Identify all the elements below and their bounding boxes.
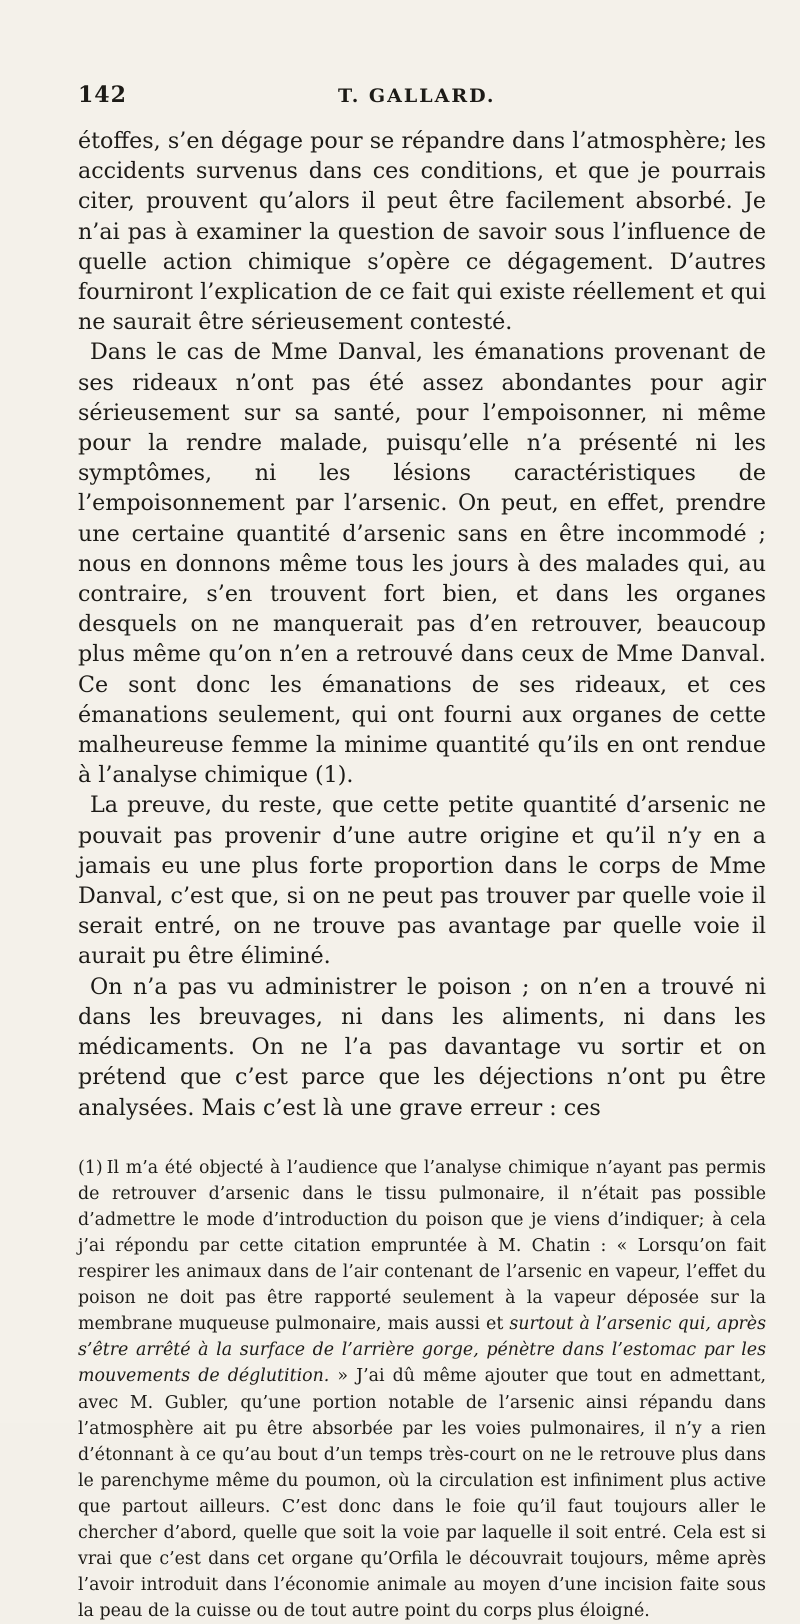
paragraph: Dans le cas de Mme Danval, les émanations provenant de ses rideaux n’ont pas été assez abondantes pour agir sérieusement sur sa santé, pour l’empoisonner, ni même pour la rendre malade, puisqu’elle n’a présenté ni les symptômes, ni les lésions caractéristiques de l’empoisonnement par l’arsenic. On peut, en effet, prendre une certaine quantité d’arsenic sans en être incommodé ; nous en donnons même tous les jours à des malades qui, au contraire, s’en trouvent fort bien, et dans les organes desquels on ne manquerait pas d’en retrouver, beaucoup plus même qu’on n’en a retrouvé dans ceux de Mme Danval. Ce sont donc les émanations de ses rideaux, et ces émanations seulement, qui ont fourni aux organes de cette malheureuse femme la minime quantité qu’ils en ont rendue à l’analyse chimique (1). xyxy=(78,339,766,789)
paragraph: On n’a pas vu administrer le poison ; on n’en a trouvé ni dans les breuvages, ni dans les aliments, ni dans les médicaments. On ne l’a pas davantage vu sortir et on prétend que c’est parce que les déjections n’ont pu être analysées. Mais c’est là une grave erreur : ces xyxy=(78,973,766,1121)
main-text xyxy=(78,126,766,1123)
footnote-text-start: Il m’a été objecté à l’audience que l’analyse chimique n’ayant pas permis de retrouver d’arsenic dans le tissu pulmonaire, il n’était pas possible d’admettre le mode d’introduction du poison que je viens d’indiquer; à cela j’ai répondu par cette citation empruntée à M. Chatin : « Lorsqu’on fait respirer les animaux dans de l’air contenant de l’arsenic en vapeur, l’effet du poison ne doit pas être rapporté seulement à la vapeur déposée sur la membrane muqueuse pulmonaire, mais aussi et xyxy=(78,1157,766,1335)
page-header xyxy=(78,82,766,126)
running-head: T. GALLARD. xyxy=(338,85,496,107)
paragraph: La preuve, du reste, que cette petite quantité d’arsenic ne pouvait pas provenir d’une autre origine et qu’il n’y en a jamais eu une plus forte proportion dans le corps de Mme Danval, c’est que, si on ne peut pas trouver par quelle voie il serait entré, on ne trouve pas avantage par quelle voie il aurait pu être éliminé. xyxy=(78,792,766,970)
paragraph: étoffes, s’en dégage pour se répandre dans l’atmosphère; les accidents survenus dans ces conditions, et que je pourrais citer, prouvent qu’alors il peut être facilement absorbé. Je n’ai pas à examiner la question de savoir sous l’influence de quelle action chimique s’opère ce dégagement. D’autres fourniront l’explication de ce fait qui existe réellement et qui ne saurait être sérieusement contesté. xyxy=(78,128,766,336)
footnote-italic-quote: surtout à l’arsenic qui, après s’être arrêté à la surface de l’arrière gorge, pénètre dans l’estomac par les mouvements de déglutition. xyxy=(78,1314,766,1387)
footnote-mark: (1) xyxy=(78,1157,103,1178)
footnote-text xyxy=(78,1155,766,1624)
footnote-text-end: » J’ai dû même ajouter que tout en admettant, avec M. Gubler, qu’une portion notable de l’arsenic ainsi répandu dans l’atmosphère ait pu être absorbée par les voies pulmonaires, il n’y a rien d’étonnant à ce qu’au bout d’un temps très-court on ne le retrouve plus dans le parenchyme même du poumon, où la circulation est infiniment plus active que partout ailleurs. C’est donc dans le foie qu’il faut toujours aller le chercher d’abord, quelle que soit la voie par laquelle il soit entré. Cela est si vrai que c’est dans cet organe qu’Orfila le découvrait toujours, même après l’avoir introduit dans l’économie animale au moyen d’une incision faite sous la peau de la cuisse ou de tout autre point du corps plus éloigné. xyxy=(78,1366,766,1622)
page-number: 142 xyxy=(78,82,127,108)
footnote xyxy=(78,1155,766,1624)
